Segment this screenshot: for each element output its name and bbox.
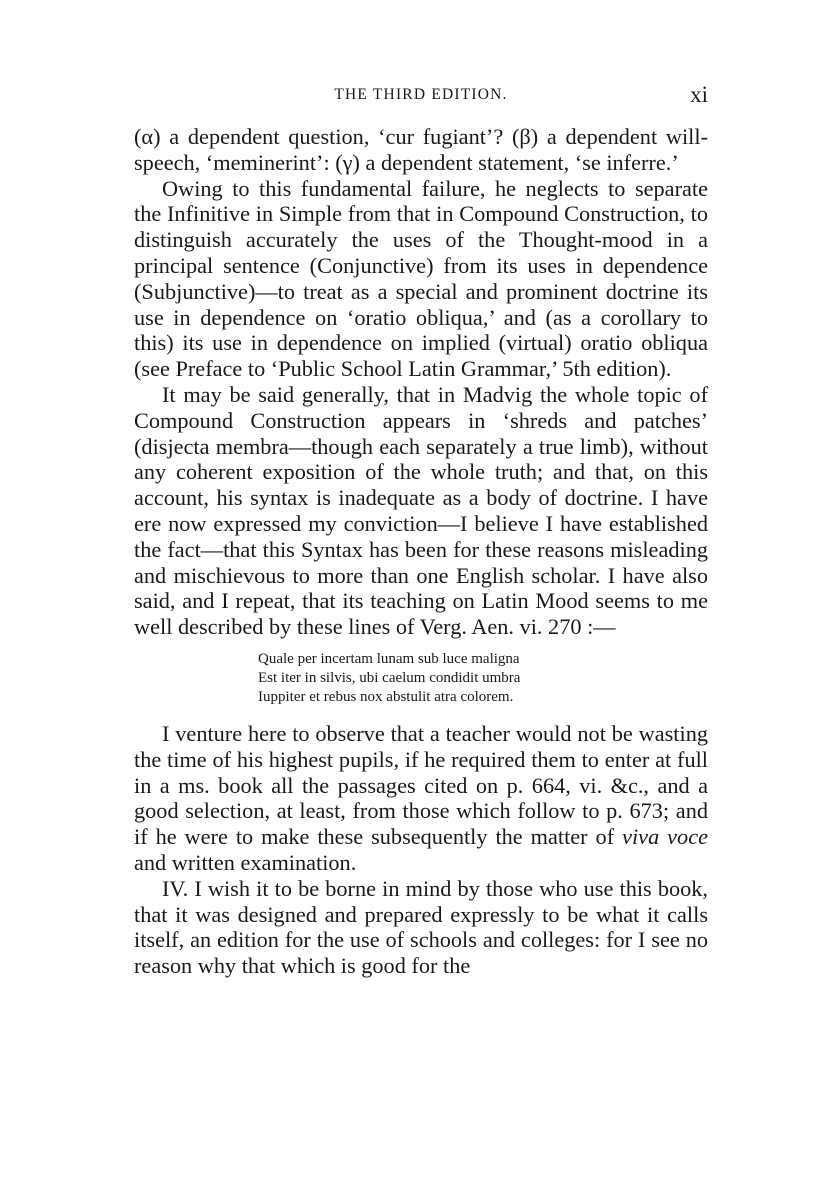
text-run: I venture here to observe that a teacher would not be wasting the time of his highest pupils, if he required them to enter at full in a ms. book all the passages cited on p. 664, vi. &c., and a good selection, at least, from those which follow to p. 673; and if he were to make these subsequently the matter of: [134, 720, 708, 850]
verse-line: Iuppiter et rebus nox abstulit atra colorem.: [258, 688, 514, 705]
page-number: xi: [690, 82, 708, 107]
paragraph-dependent-forms: (α) a dependent question, ‘cur fugiant’? (β) a dependent will-speech, ‘meminerint’: (γ) a dependent statement, ‘se inferre.’: [134, 124, 708, 175]
paragraph-section-iv: IV. I wish it to be borne in mind by those who use this book, that it was designed and prepared expressly to be what it calls itself, an edition for the use of schools and colleges: for I see no reason why that which is good for the: [134, 875, 708, 979]
text-run: and written examination.: [134, 849, 357, 875]
paragraph-madvig-critique: It may be said generally, that in Madvig the whole topic of Compound Construction appears in ‘shreds and patches’ (disjecta membra—though each separately a true limb), without any coherent exposition of the whole truth; and that, on this account, his syntax is inadequate as a body of doctrine. I have ere now expressed my conviction—I believe I have established the fact—that this Syntax has been for these reasons misleading and mischievous to more than one English scholar. I have also said, and I repeat, that its teaching on Latin Mood seems to me well described by these lines of Verg. Aen. vi. 270 :—: [134, 381, 708, 640]
running-title: THE THIRD EDITION.: [334, 86, 508, 103]
verse-line: Est iter in silvis, ubi caelum condidit umbra: [258, 669, 521, 686]
verse-line: Quale per incertam lunam sub luce maligna: [258, 650, 520, 667]
paragraph-fundamental-failure: Owing to this fundamental failure, he neglects to separate the Infinitive in Simple from that in Compound Construction, to distinguish accurately the uses of the Thought-mood in a principal sentence (Conjunctive) from its uses in dependence (Subjunctive)—to treat as a special and prominent doctrine its use in dependence on ‘oratio obliqua,’ and (as a corollary to this) its use in dependence on implied (virtual) oratio obliqua (see Preface to ‘Public School Latin Grammar,’ 5th edition).: [134, 175, 708, 382]
italic-term: viva voce: [622, 824, 708, 850]
paragraph-teacher-advice: [134, 721, 708, 876]
page-header: [134, 82, 708, 110]
verse-quotation: [258, 650, 708, 707]
body-text: [134, 124, 708, 979]
